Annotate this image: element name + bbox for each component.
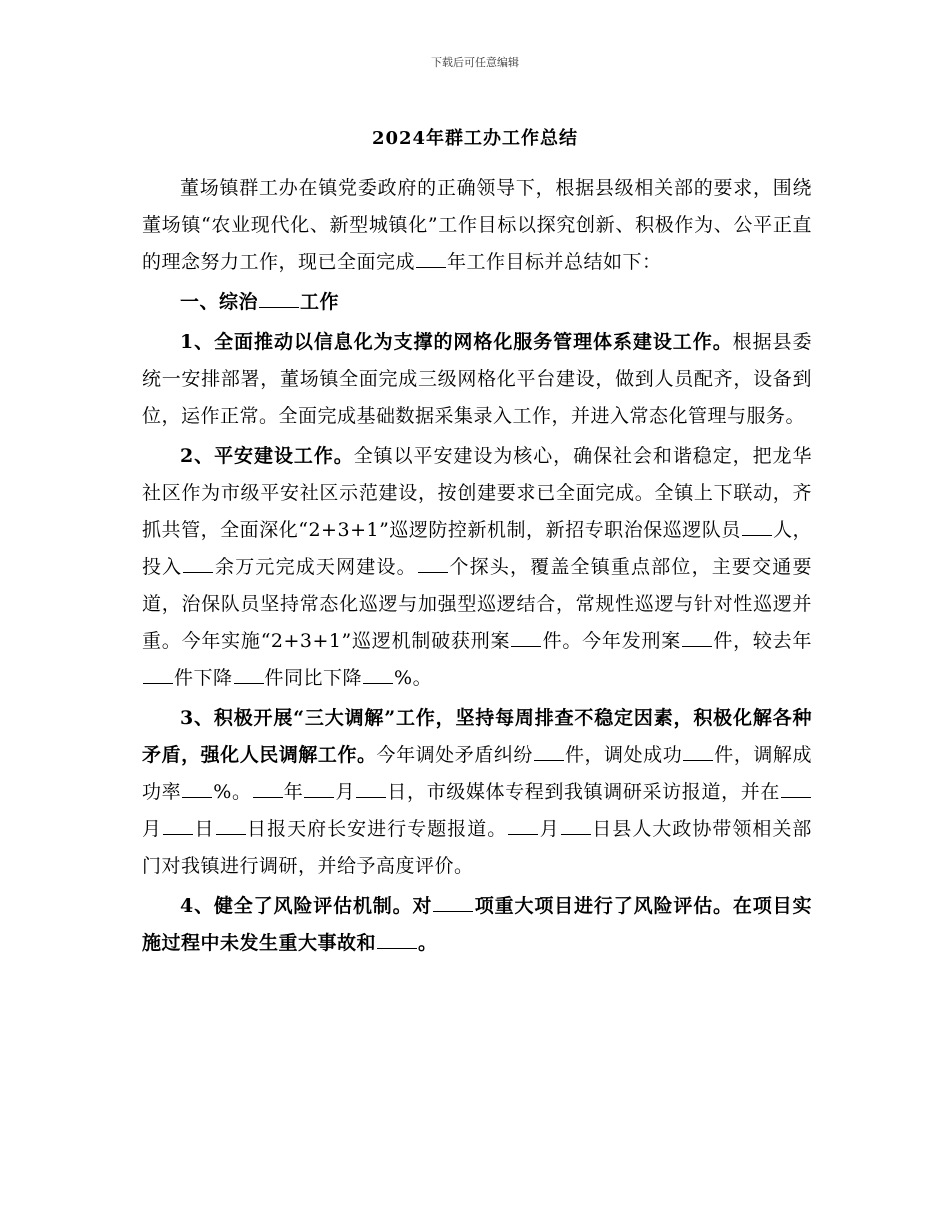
blank <box>216 833 246 835</box>
blank <box>508 833 538 835</box>
document-title: 2024年群工办工作总结 <box>371 128 579 149</box>
blank <box>356 796 386 798</box>
blank <box>683 759 713 761</box>
blank <box>163 833 193 835</box>
item-3-paragraph: 3、积极开展“三大调解”工作，坚持每周排查不稳定因素，积极化解各种矛盾，强化人民调解工作。今年调处矛盾纠纷 件，调处成功 件，调解成功率 %。 年 月 日，市级媒体专程到我镇调研采访报道，并在月 日 日报天府长安进行专题报道。 月 日县人大政协带领相关部门对我镇进行调研，并给予高度评价。 <box>142 707 812 877</box>
item-2-paragraph: 2、平安建设工作。全镇以平安建设为核心，确保社会和谐稳定，把龙华社区作为市级平安社区示范建设，按创建要求已全面完成。全镇上下联动，齐抓共管，全面深化“2+3+1”巡逻防控新机制，新招专职治保巡逻队员 人，投入 余万元完成天网建设。 个探头，覆盖全镇重点部位，主要交通要道，治保队员坚持常态化巡逻与加强型巡逻结合，常规性巡逻与针对性巡逻并重。今年实施“2+3+1”巡逻机制破获刑案 件。今年发刑案 件，较去年件下降 件同比下降 %。 <box>142 445 812 689</box>
blank <box>534 759 564 761</box>
blank <box>182 796 212 798</box>
item-1-paragraph: 1、全面推动以信息化为支撑的网格化服务管理体系建设工作。根据县委统一安排部署，董场镇全面完成三级网格化平台建设，做到人员配齐，设备到位，运作正常。全面完成基础数据采集录入工作，并进入常态化管理与服务。 <box>142 331 812 427</box>
document-body <box>142 170 812 962</box>
blank <box>183 571 213 573</box>
blank <box>253 796 283 798</box>
blank <box>259 306 299 308</box>
blank <box>304 796 334 798</box>
blank <box>363 682 393 684</box>
item-4-paragraph: 4、健全了风险评估机制。对 项重大项目进行了风险评估。在项目实施过程中未发生重大事故和 。 <box>142 895 812 954</box>
blank <box>781 796 811 798</box>
blank <box>143 682 173 684</box>
item-1-lead: 1、全面推动以信息化为支撑的网格化服务管理体系建设工作。 <box>180 331 733 353</box>
blank <box>416 266 446 268</box>
blank <box>742 534 772 536</box>
item-2-lead: 2、平安建设工作。 <box>180 445 354 467</box>
item-3-lead: 3、积极开展“三大调解”工作，坚持每周排查不稳定因素，积极化解各种矛盾，强化人民调解工作。 <box>142 707 812 766</box>
blank <box>234 682 264 684</box>
blank <box>682 645 712 647</box>
blank <box>511 645 541 647</box>
blank <box>377 947 417 949</box>
blank <box>561 833 591 835</box>
header-note: 下载后可任意编辑 <box>431 56 519 69</box>
intro-paragraph: 董场镇群工办在镇党委政府的正确领导下，根据县级相关部的要求，围绕董场镇“农业现代化、新型城镇化”工作目标以探究创新、积极作为、公平正直的理念努力工作，现已全面完成 年工作目标并总结如下： <box>142 177 812 273</box>
blank <box>433 910 473 912</box>
blank <box>418 571 448 573</box>
section-heading: 一、综治 工作 <box>180 291 340 313</box>
